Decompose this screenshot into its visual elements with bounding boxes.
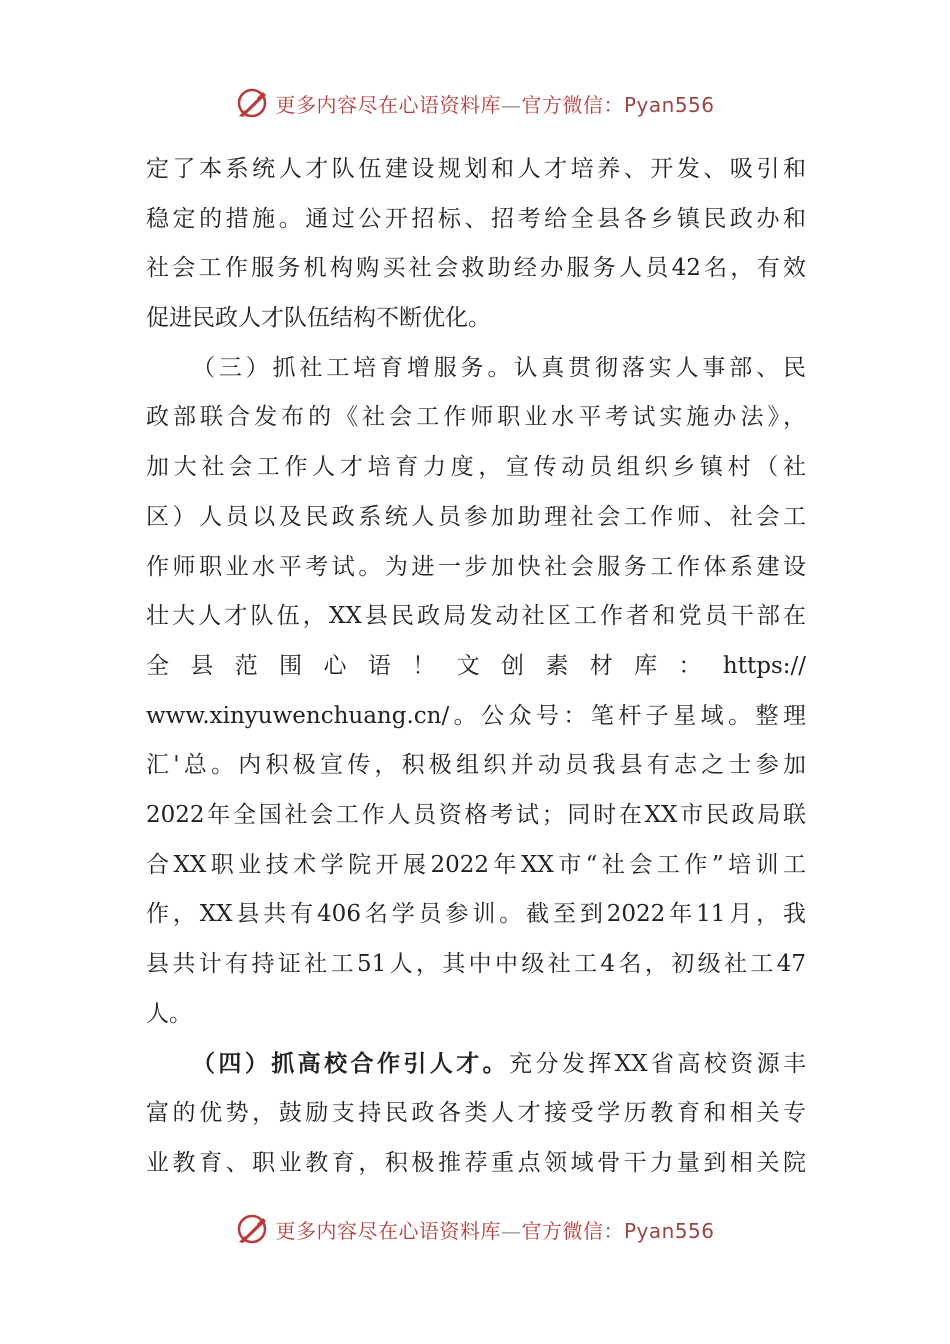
text-line bbox=[146, 244, 806, 294]
line-text: 社会工作服务机构购买社会救助经办服务人员42名，有效 bbox=[146, 255, 806, 282]
line-text: 人。 bbox=[146, 1000, 192, 1027]
line-text: 壮大人才队伍，XX县民政局发动社区工作者和党员干部在 bbox=[146, 603, 806, 630]
text-line bbox=[146, 791, 806, 841]
footer-watermark-text: 更多内容尽在心语资料库 bbox=[275, 1218, 501, 1243]
text-line bbox=[146, 443, 806, 493]
header-dash: — bbox=[500, 92, 522, 117]
quill-logo-icon bbox=[235, 1212, 271, 1246]
text-line bbox=[146, 294, 806, 344]
text-line bbox=[146, 642, 806, 692]
text-line bbox=[146, 692, 806, 742]
header-watermark bbox=[0, 86, 950, 120]
section-heading: （四）抓高校合作引人才。 bbox=[192, 1050, 510, 1078]
line-text: 作师职业水平考试。为进一步加快社会服务工作体系建设 bbox=[146, 553, 806, 580]
line-text: 2022年全国社会工作人员资格考试；同时在XX市民政局联 bbox=[146, 801, 806, 828]
line-text: 定了本系统人才队伍建设规划和人才培养、开发、吸引和 bbox=[146, 156, 806, 182]
line-text: www.xinyuwenchuang.cn/。公众号：笔杆子星域。整理 bbox=[146, 702, 806, 729]
text-line bbox=[146, 890, 806, 940]
line-text: 加大社会工作人才培育力度，宣传动员组织乡镇村（社 bbox=[146, 454, 806, 481]
line-text: 充分发挥XX省高校资源丰 bbox=[509, 1051, 806, 1078]
footer-wechat-id: Pyan556 bbox=[623, 1218, 715, 1243]
line-text: 汇'总。内积极宣传，积极组织并动员我县有志之士参加 bbox=[146, 752, 806, 779]
line-text: 合XX职业技术学院开展2022年XX市“社会工作”培训工 bbox=[146, 851, 806, 878]
line-text: 促进民政人才队伍结构不断优化。 bbox=[146, 305, 491, 332]
text-line bbox=[146, 493, 806, 543]
quill-logo-icon bbox=[235, 86, 271, 120]
text-line bbox=[146, 990, 806, 1040]
line-text: 全县范围心语！文创素材库：https:// bbox=[146, 652, 806, 679]
text-line bbox=[146, 195, 806, 245]
line-text: 业教育、职业教育，积极推荐重点领域骨干力量到相关院 bbox=[146, 1149, 806, 1176]
line-text: 政部联合发布的《社会工作师职业水平考试实施办法》， bbox=[146, 404, 806, 431]
text-line bbox=[146, 393, 806, 443]
header-wechat-id: Pyan556 bbox=[623, 92, 715, 117]
footer-official-label: 官方微信： bbox=[521, 1218, 624, 1243]
text-line bbox=[146, 841, 806, 891]
text-line bbox=[146, 940, 806, 990]
text-line bbox=[146, 1039, 806, 1089]
text-line bbox=[146, 145, 806, 195]
line-text: 县共计有持证社工51人，其中中级社工4名，初级社工47 bbox=[146, 951, 806, 977]
text-line bbox=[146, 592, 806, 642]
line-text: 区）人员以及民政系统人员参加助理社会工作师、社会工 bbox=[146, 503, 806, 530]
text-line bbox=[146, 1089, 806, 1139]
footer-watermark bbox=[0, 1212, 950, 1246]
line-text: 稳定的措施。通过公开招标、招考给全县各乡镇民政办和 bbox=[146, 205, 806, 232]
line-text: 作，XX县共有406名学员参训。截至到2022年11月，我 bbox=[146, 901, 806, 928]
line-text: 富的优势，鼓励支持民政各类人才接受学历教育和相关专 bbox=[146, 1100, 806, 1127]
footer-dash: — bbox=[500, 1218, 522, 1243]
text-line bbox=[146, 543, 806, 593]
header-watermark-text: 更多内容尽在心语资料库 bbox=[275, 92, 501, 117]
text-line bbox=[146, 741, 806, 791]
line-text: （三）抓社工培育增服务。认真贯彻落实人事部、民 bbox=[192, 354, 806, 381]
header-official-label: 官方微信： bbox=[521, 92, 624, 117]
text-line bbox=[146, 344, 806, 394]
document-body bbox=[146, 145, 806, 1188]
text-line bbox=[146, 1139, 806, 1189]
